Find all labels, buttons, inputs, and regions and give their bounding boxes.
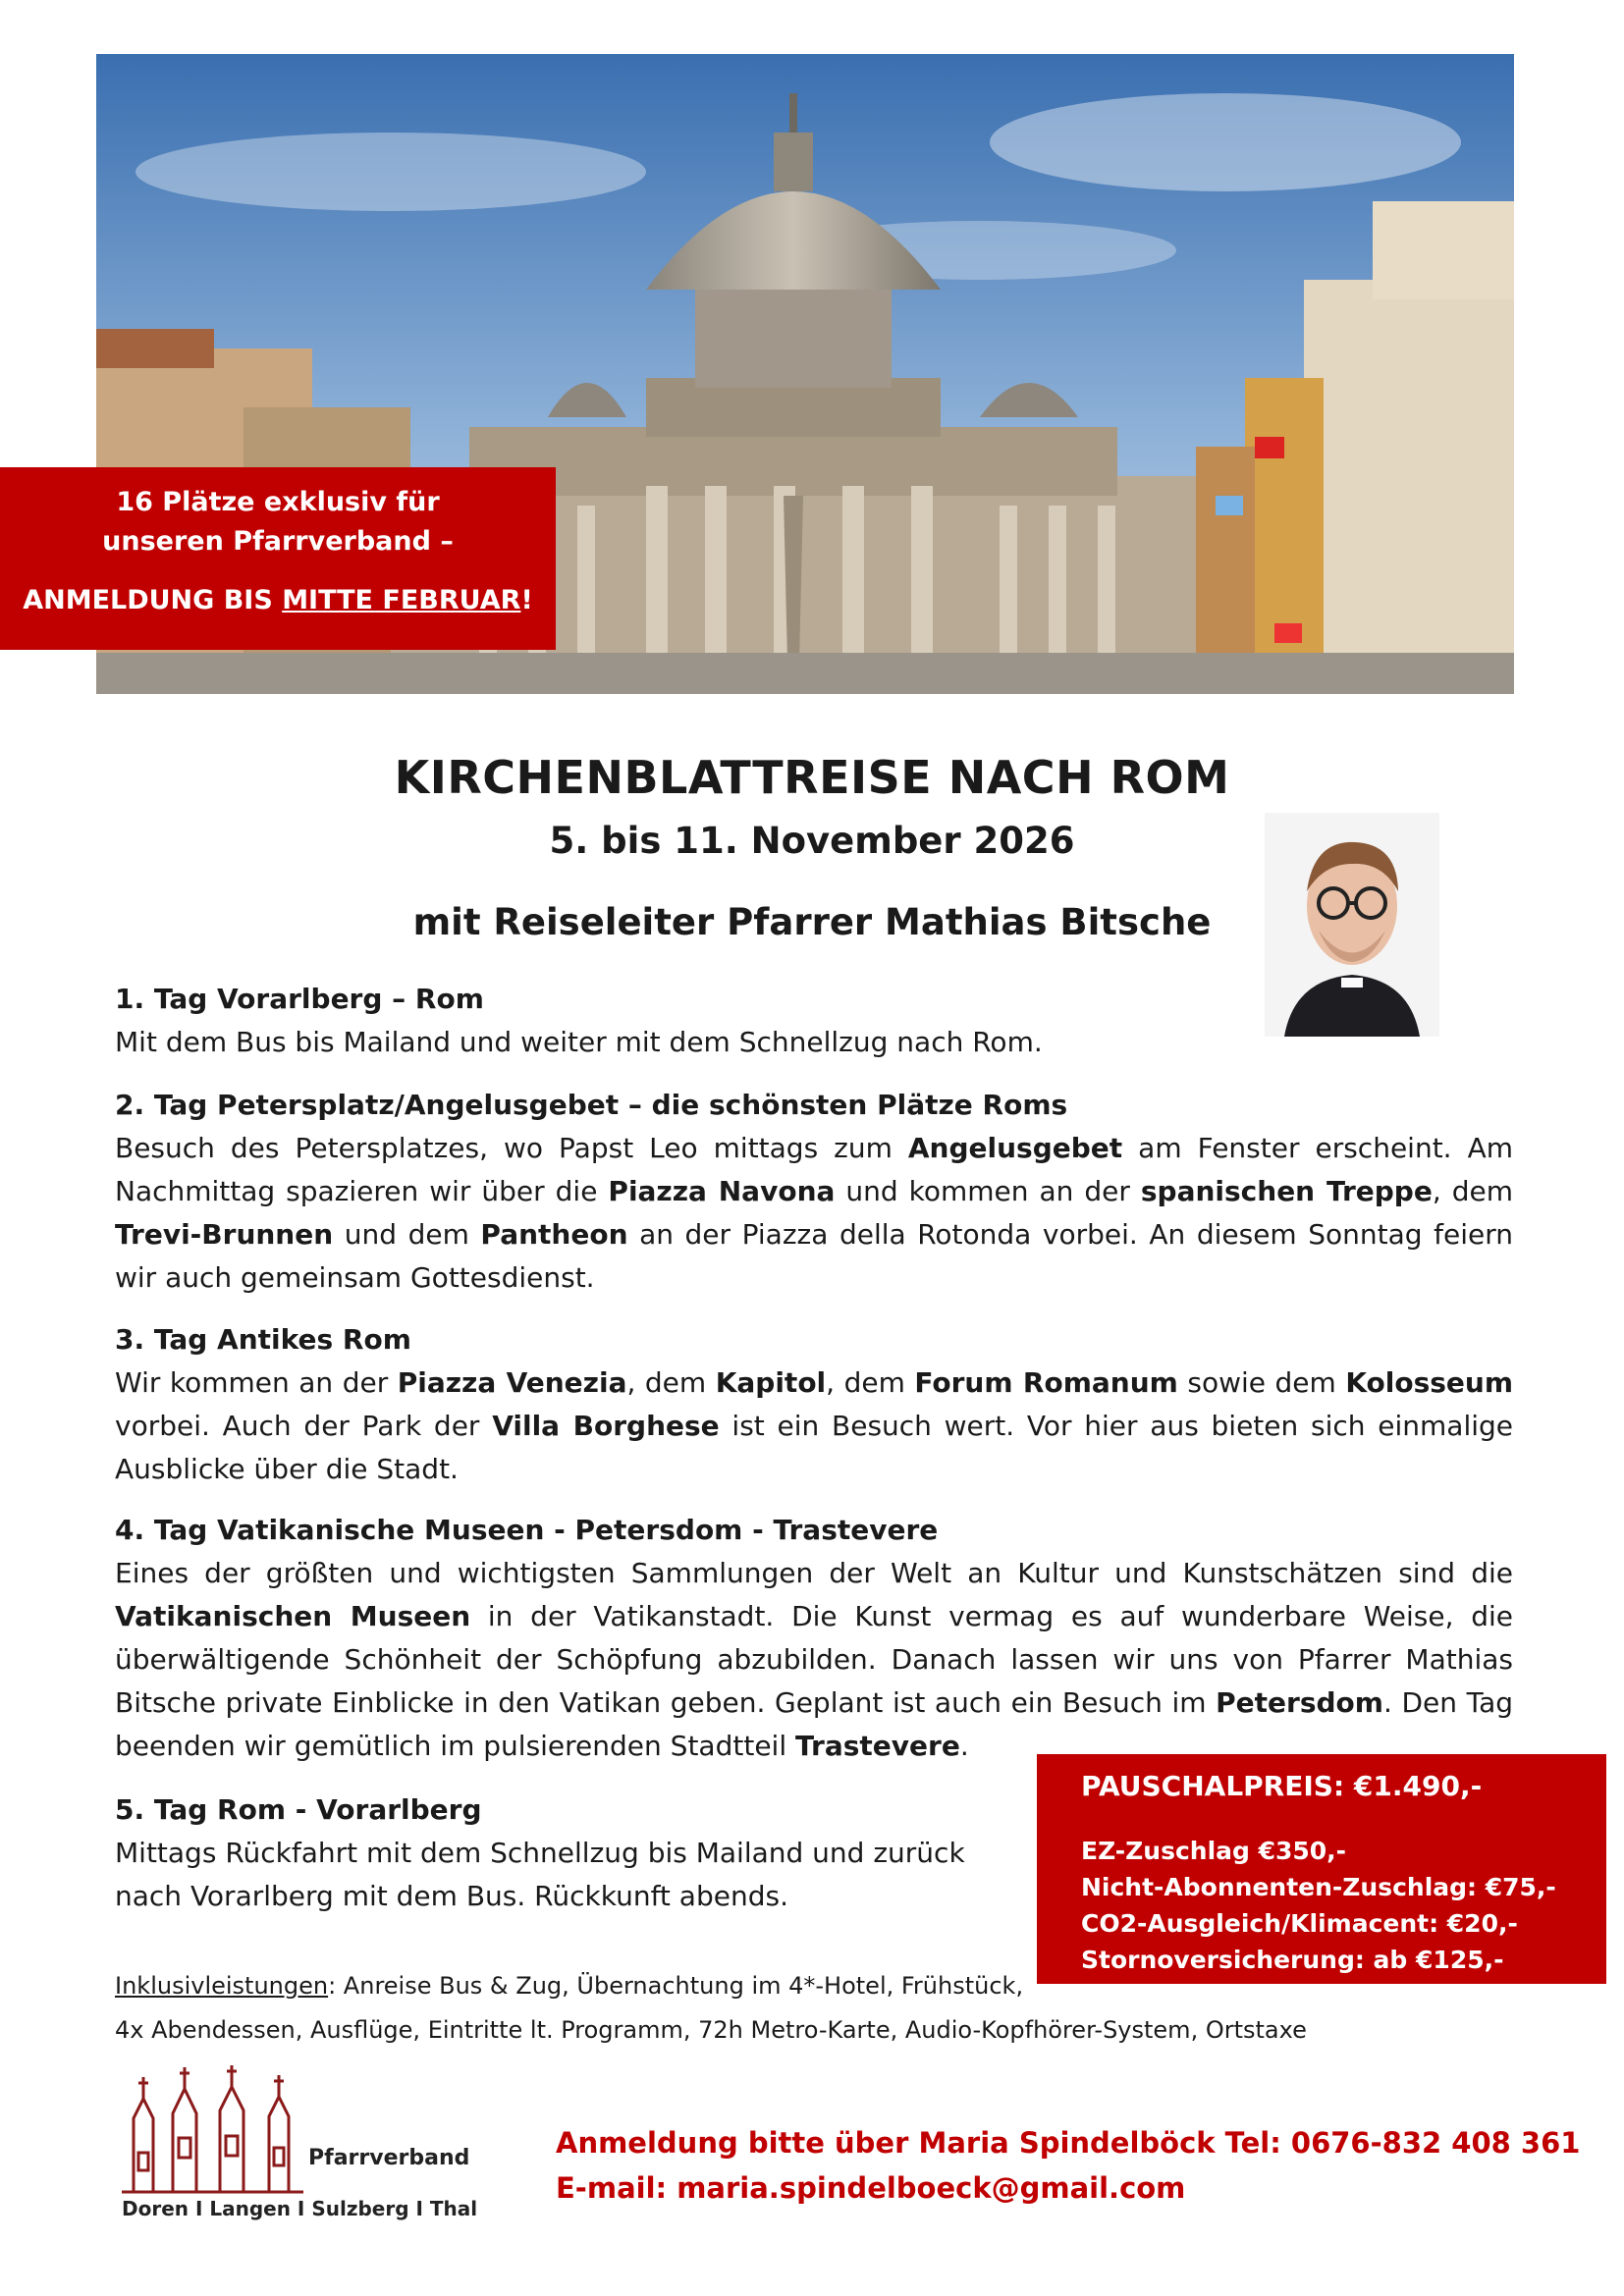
price-item: Nicht-Abonnenten-Zuschlag: €75,- xyxy=(1081,1873,1556,1901)
contact-email[interactable]: E-mail: maria.spindelboeck@gmail.com xyxy=(556,2171,1186,2205)
price-total: PAUSCHALPREIS: €1.490,- xyxy=(1081,1770,1483,1802)
promo-deadline-suffix: ! xyxy=(520,585,533,615)
day-3-text: Wir kommen an der Piazza Venezia, dem Kapitol, dem Forum Romanum sowie dem Kolosseum vorbei. Auch der Park der Villa Borghese ist ein Besuch wert. Vor hier aus bieten sich einmalige Ausblicke über die Stadt. xyxy=(115,1366,1514,1485)
day-4-text: Eines der größten und wichtigsten Sammlungen der Welt an Kultur und Kunstschätzen sind die Vatikanischen Museen in der Vatikanstadt. Die Kunst vermag es auf wunderbare Weise, die überwältigende Schönheit der Schöpfung abzubilden. Danach lassen wir uns von Pfarrer Mathias Bitsche private Einblicke in den Vatikan geben. Geplant ist auch ein Besuch im Petersdom. Den Tag beenden wir gemütlich im pulsierenden Stadtteil Trastevere. xyxy=(115,1557,1514,1762)
pfarrverband-logo xyxy=(122,2059,478,2242)
price-item: EZ-Zuschlag €350,- xyxy=(1081,1837,1347,1865)
day-3-heading: 3. Tag Antikes Rom xyxy=(115,1323,411,1356)
day-5-heading: 5. Tag Rom - Vorarlberg xyxy=(115,1793,482,1826)
price-item: Stornoversicherung: ab €125,- xyxy=(1081,1946,1504,1974)
logo-towns: Doren I Langen I Sulzberg I Thal xyxy=(122,2197,478,2220)
day-1-text: Mit dem Bus bis Mailand und weiter mit dem Schnellzug nach Rom. xyxy=(115,1026,1043,1058)
trip-guide: mit Reiseleiter Pfarrer Mathias Bitsche xyxy=(412,901,1212,943)
day-5-line-1: Mittags Rückfahrt mit dem Schnellzug bis Mailand und zurück xyxy=(115,1837,965,1869)
price-box xyxy=(1037,1754,1606,1984)
inclusions-line-1: Inklusivleistungen: Anreise Bus & Zug, Übernachtung im 4*-Hotel, Frühstück, xyxy=(115,1972,1024,2000)
promo-deadline xyxy=(0,581,556,620)
day-4 xyxy=(115,1509,1513,1768)
promo-deadline-date: MITTE FEBRUAR xyxy=(282,585,521,615)
price-surcharges xyxy=(1081,1833,1556,1978)
promo-line-1: 16 Plätze exklusiv für xyxy=(116,487,440,517)
trip-dates: 5. bis 11. November 2026 xyxy=(549,820,1075,862)
page-title: KIRCHENBLATTREISE NACH ROM xyxy=(394,751,1230,804)
day-1 xyxy=(115,978,1513,1064)
price-item: CO2-Ausgleich/Klimacent: €20,- xyxy=(1081,1909,1518,1938)
day-2-text: Besuch des Petersplatzes, wo Papst Leo mittags zum Angelusgebet am Fenster erscheint. Am Nachmittag spazieren wir über die Piazza Navona und kommen an der spanischen Treppe, dem Trevi-Brunnen und dem Pantheon an der Piazza della Rotonda vorbei. An diesem Sonntag feiern wir auch gemeinsam Gottesdienst. xyxy=(115,1132,1513,1294)
day-5 xyxy=(115,1789,1018,1918)
inclusions-line-2: 4x Abendessen, Ausflüge, Eintritte lt. Programm, 72h Metro-Karte, Audio-Kopfhörer-System, Ortstaxe xyxy=(115,2016,1307,2044)
promo-line-2: unseren Pfarrverband – xyxy=(102,526,454,557)
day-1-heading: 1. Tag Vorarlberg – Rom xyxy=(115,983,484,1015)
inclusions-label: Inklusivleistungen xyxy=(115,1972,329,2000)
logo-name: Pfarrverband xyxy=(308,2146,470,2170)
promo-banner xyxy=(0,467,556,650)
day-4-heading: 4. Tag Vatikanische Museen - Petersdom - Trastevere xyxy=(115,1514,939,1546)
day-3 xyxy=(115,1318,1513,1491)
promo-deadline-prefix: ANMELDUNG BIS xyxy=(23,585,283,615)
day-2-heading: 2. Tag Petersplatz/Angelusgebet – die schönsten Plätze Roms xyxy=(115,1089,1068,1121)
inclusions xyxy=(115,1964,1307,2053)
contact-phone: Anmeldung bitte über Maria Spindelböck Tel: 0676-832 408 361 xyxy=(556,2126,1581,2160)
day-2 xyxy=(115,1084,1513,1300)
day-5-line-2: nach Vorarlberg mit dem Bus. Rückkunft abends. xyxy=(115,1880,788,1912)
